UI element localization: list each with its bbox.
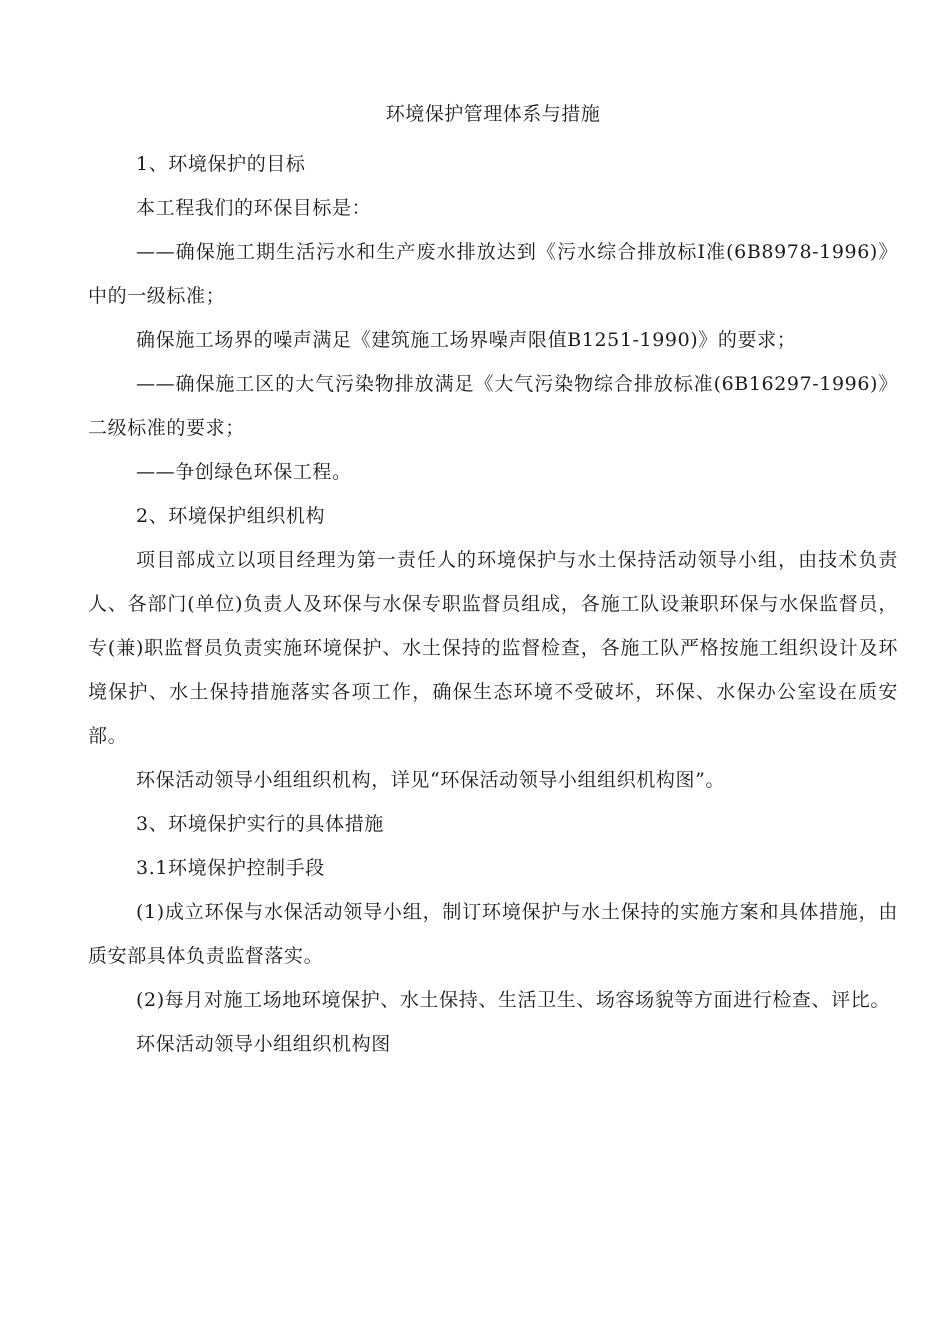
paragraph: (2)每月对施工场地环境保护、水土保持、生活卫生、场容场貌等方面进行检查、评比。 [136, 989, 890, 1011]
paragraph: 本工程我们的环保目标是： [136, 197, 372, 219]
section-heading-1: 1、环境保护的目标 [136, 153, 306, 175]
section-heading-3: 3、环境保护实行的具体措施 [136, 813, 384, 835]
subsection-heading: 3.1环境保护控制手段 [136, 857, 325, 879]
paragraph: 环保活动领导小组组织机构，详见“环保活动领导小组组织机构图”。 [136, 769, 726, 791]
paragraph: ——确保施工期生活污水和生产废水排放达到《污水综合排放标Ⅰ准(6B8978-1996)》中的一级标准； [88, 241, 898, 307]
figure-caption: 环保活动领导小组组织机构图 [136, 1033, 391, 1055]
paragraph: 项目部成立以项目经理为第一责任人的环境保护与水土保持活动领导小组，由技术负责人、各部门(单位)负责人及环保与水保专职监督员组成，各施工队设兼职环保与水保监督员，专(兼)职监督员负责实施环境保护、水土保持的监督检查，各施工队严格按施工组织设计及环境保护、水土保持措施落实各项工作，确保生态环境不受破坏，环保、水保办公室设在质安部。 [88, 549, 898, 747]
paragraph: 确保施工场界的噪声满足《建筑施工场界噪声限值B1251-1990)》的要求； [136, 329, 797, 351]
paragraph: ——争创绿色环保工程。 [136, 461, 352, 483]
document-title: 环境保护管理体系与措施 [385, 103, 601, 125]
paragraph: (1)成立环保与水保活动领导小组，制订环境保护与水土保持的实施方案和具体措施，由质安部具体负责监督落实。 [88, 901, 898, 967]
paragraph: ——确保施工区的大气污染物排放满足《大气污染物综合排放标准(6B16297-1996)》二级标准的要求； [88, 373, 898, 439]
section-heading-2: 2、环境保护组织机构 [136, 505, 326, 527]
document-page [88, 100, 898, 1066]
